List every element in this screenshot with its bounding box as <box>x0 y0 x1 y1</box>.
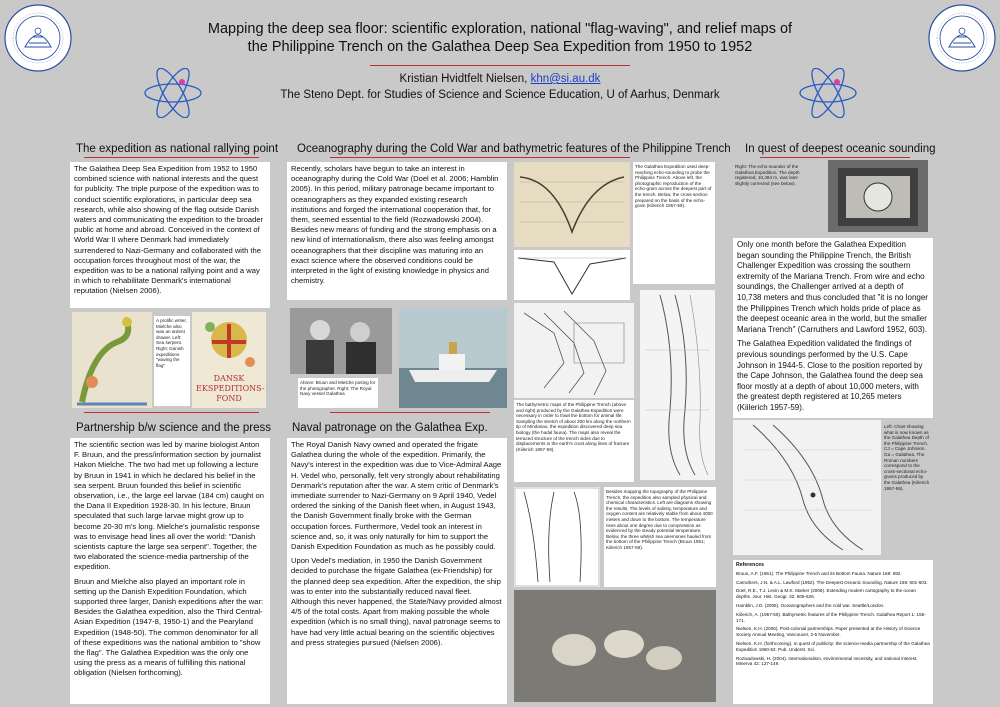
navy-paragraph-1: The Royal Danish Navy owned and operated the frigate Galathea during the whole of the expedition. Primarily, the Navy's interest in the expedition was due to Vice-Admiral Aage H. Vedel who, personally, felt very strongly about rehabilitating Denmark's reputation after the war. A stern critic of Denmark's immediate surrender to Nazi-Germany on 9 April 1940, Vedel ordered the sinking of the Danish fleet when, in August 1943, the Danish Government finally broke with the German occupation forces. Furthermore, Vedel took an interest in science and, so, it was only naturally for him to support the Danish Expedition Foundation as much as he possibly could. <box>291 440 502 552</box>
reference-item: Hamblin, J.D. (2005). Oceanographers and the cold war. Seattle/London. <box>736 602 885 608</box>
caption-profiles: Besides mapping the topography of the Philippine Trench, the expedition also sampled physical and chemical characteristics. Left are diagrams showing the results. The levels of salinity, temperature and oxygen content are relatively stable from about 4000 meters and down to the bottom. The temperature rises about one degree due to compression as evidenced by the steady potential temperature. Below, the three whitish sea anemones hauled from the bottom of the Philippine Trench (Bruun 1951; Kiilerich 1957-59). <box>604 487 716 587</box>
caption-echo-sounder: Right: The echo-sounder of the Galathea Expedition. The depth registered, 10,494 m, was later slightly corrected (see below). <box>735 164 800 186</box>
expedition-fund-poster <box>192 312 266 408</box>
echogram-image <box>514 162 630 247</box>
author-name: Kristian Hvidtfelt Nielsen, <box>399 73 531 85</box>
deepest-paragraph-1: Only one month before the Galathea Expedition began sounding the Philippine Trench, the British Challenger Expedition was crossing the southern extremity of the Mariana Trench. From wire and echo soundings, the Challenger arrived at a depth of 10,738 meters and thus concluded that "it is no longer the Philippines Trench which holds pride of place as the deepest oceanic area in the world, but the smaller Mariana Trench" (Carruthers and Lawford 1952, 603). <box>737 240 928 334</box>
atom-logo-left-icon <box>142 68 204 118</box>
coldwar-paragraph: Recently, scholars have begun to take an interest in oceanography during the Cold War (Doel et al. 2006; Hamblin 2005). In this period, military patronage became important to oceanographers as they expanded existing research institutions and forged the international cooperation that, for them, seemed essential to the field (Rozwadowski 2004). Besides new means of funding and the strong emphasis on a new kind of internationalism, there also was feeling amongst oceanographers that their discipline was maturing into an exact science where the observed conditions could be interpreted in the light of existing knowledge in physics and chemistry. <box>291 164 499 286</box>
references-box <box>733 560 933 704</box>
text-navy <box>287 438 507 704</box>
bathymetric-map-left <box>514 303 634 398</box>
trench-cross-section <box>514 250 630 300</box>
rule-col1-mid <box>84 412 259 413</box>
navy-paragraph-2: Upon Vedel's mediation, in 1950 the Danish Government decided to purchase the frigate Galathea (ex-Friendship) for the planned deep sea expedition. After the expedition, the ship was to enter into the substantially reduced naval fleet. Although this never happened, the State/Navy provided almost 4/5 of the total costs. Apart from making possible the whole expedition (which is no small thing), naval patronage seems to have had very little actual bearing on the scientific objectives and press strategies pursued (Nielsen 2006). <box>291 556 502 647</box>
partnership-paragraph-2: Bruun and Mielche also played an important role in setting up the Danish Expedition Foundation, which supported three larger, Danish expeditions after the war: Besides the Galathea expedition, also the Third Central-Asian Expedition (1947-8, 1950-1) and the Pearyland Expedition (1948-50). The common denominator for all of these expeditions was the national ambition to "show the flag". The Galathea Expedition was the only one using the press as a means of fulfilling this national obligation (Nielsen forthcoming). <box>74 576 264 678</box>
caption-depth-chart: Left: Chart showing what is now known as the Galathea Depth of the Philippine Trench. CJ = Cape Johnson. Ga = Galathea. The Roman numbers correspond to the cross-sectional echo-grams produced by the Galathea (Kiilerich 1957-59). <box>884 424 930 491</box>
rallying-paragraph: The Galathea Deep Sea Expedition from 1952 to 1950 combined science with national interests and the quest for publicity. The triple purpose of the expedition was to conduct scientific explorations, in particular deep sea research, while also showing of the flag outside Danish waters and communicating the expedition to the broader public at home and abroad. Conceived in the context of World War II where Denmark had immediately surrendered to Nazi-Germany and collaborated with the occupation forces throughout most of the war, the expedition was to be a national rallying point and a way in which to rehabilitate Denmark's international reputation (Nielsen 2006). <box>74 164 264 296</box>
reference-item: Nielsen, K.H. (forthcoming). In quest of publicity: the science-media partnership of the Galathea Expedition 1950-52. Pub. Underst. Sci. <box>736 640 930 652</box>
reference-item: Kiilerich, A. (1957-59). Bathymetric features of the Philippine Trench. Galathea Report 1: 155-171. <box>736 611 926 623</box>
reference-item: Nielsen, K.H. (2006). Post-colonial partnerships. Paper presented at the History of Science Society Annual Meeting, Vancouver, 2-5 November. <box>736 626 921 638</box>
aarhus-seal-left-icon <box>3 3 73 73</box>
salinity-temperature-profiles <box>514 487 600 587</box>
caption-echogram: The Galathea Expedition used deep-reaching echo-sounding to probe the Philippine Trench. Above left, the photographic reproduction of the echo-gram across the deepest part of the trench. Below, the cross-section prepared on the basis of the echo-gram (Kiilerich 1957-59). <box>633 162 715 284</box>
echo-sounder-photo <box>828 160 928 232</box>
caption-bathymetric-maps: The bathymetric maps of the Philippine Trench (above and right) produced by the Galathea Expedition were necessary in order to trawl the bottom for animal life. Sampling the stretch of about 300 km along the northern tip of Mindanao, the expedition discovered deep sea biology (the hadal fauna). The maps also reveal the terraced structure of the trench sides due to displacements in the earth's crust along lines of fracture (Kiilerich 1957-59). <box>514 400 634 482</box>
caption-mielche-drawings: A prolific writer, Mielche also was an ardent drawer. Left: Sea serpent. Right: Danish expeditions "waving the flag" <box>154 316 190 406</box>
deepest-paragraph-2: The Galathea Expedition validated the findings of previous soundings performed by the U.S. Cape Johnson in 1944-5. Close to the position reported by the Cape Johnson, the Galathea found the deep sea floor mostly at a depth of about 10,000 meters, with the greatest depth registered at 10,265 meters (Kiilerich 1957-59). <box>737 339 923 412</box>
sea-anemones-photo <box>514 590 716 702</box>
reference-item: Rozwadowski, H. (2004). Internationalism, environmental necessity, and national interest. Minerva 42: 127-149. <box>736 655 918 667</box>
author-block <box>250 71 750 103</box>
heading-coldwar: Oceanography during the Cold War and bathymetric features of the Philippine Trench <box>297 143 731 155</box>
caption-photos: Above: Bruun and Mielche posing for the photographer. Right: The Royal Navy vessel Galathea <box>298 378 378 408</box>
author-email-link[interactable]: khn@si.au.dk <box>530 73 601 85</box>
heading-deepest: In quest of deepest oceanic sounding <box>745 143 936 155</box>
galathea-depth-chart <box>733 420 881 555</box>
text-rallying <box>70 162 270 308</box>
aarhus-seal-right-icon <box>927 3 997 73</box>
text-deepest <box>733 238 933 418</box>
partnership-paragraph-1: The scientific section was led by marine biologist Anton F. Bruun, and the press/information section by journalist Hakon Mielche. The two had met up following a lecture by Bruun in 1941 in which he declared his belief in the sea serpent. Bruun founded this belief in scientific observation, i.e., the large eel larvae (184 cm) caught on the Dana II Expedition 1928-30. In his lecture, Bruun speculated that such large larvae might grow up to become 20-30 m's long. Mielche's journalistic response was to envisage head lines all over the world: "Danish scientists capture the large sea serpent". Together, the two elaborated the science-media partnership of the expedition. <box>74 440 264 572</box>
sea-serpent-drawing <box>72 312 152 408</box>
text-partnership <box>70 438 270 704</box>
reference-item: Carruthers, J.N. & A.L. Lawford (1952). The Deepest Oceanic Sounding. Nature 169: 601-603. <box>736 579 928 585</box>
rule-deepest <box>760 157 910 158</box>
title-divider <box>370 65 630 66</box>
bathymetric-map-right <box>640 290 715 480</box>
rule-rallying <box>84 157 259 158</box>
title-line-1: Mapping the deep sea floor: scientific exploration, national "flag-waving", and relief maps of <box>207 21 793 37</box>
references-heading: References <box>736 562 764 568</box>
bruun-mielche-photo <box>290 308 392 374</box>
atom-logo-right-icon <box>797 68 859 118</box>
heading-navy: Naval patronage on the Galathea Exp. <box>292 422 488 434</box>
reference-item: Bruun, A.F. (1951). The Philippine Trench and its Bottom Fauna. Nature 168: 692. <box>736 570 902 576</box>
affiliation: The Steno Dept. for Studies of Science and Science Education, U of Aarhus, Denmark <box>280 89 720 101</box>
heading-partnership: Partnership b/w science and the press <box>76 422 271 434</box>
heading-rallying: The expedition as national rallying point <box>76 143 279 155</box>
poster-text: DANSK EKSPEDITIONS-FOND <box>196 374 265 403</box>
poster-title <box>190 20 810 56</box>
rule-col2-mid <box>330 412 490 413</box>
title-line-2: the Philippine Trench on the Galathea Deep Sea Expedition from 1950 to 1952 <box>247 39 753 55</box>
reference-item: Doel, R.E., T.J. Levin & M.K. Marker (2006). Extending modern cartography to the ocean depths. Jour. Hist. Geogr. 32: 605-626. <box>736 588 916 600</box>
text-coldwar <box>287 162 507 300</box>
rule-coldwar <box>330 157 630 158</box>
galathea-ship-painting <box>399 308 507 408</box>
